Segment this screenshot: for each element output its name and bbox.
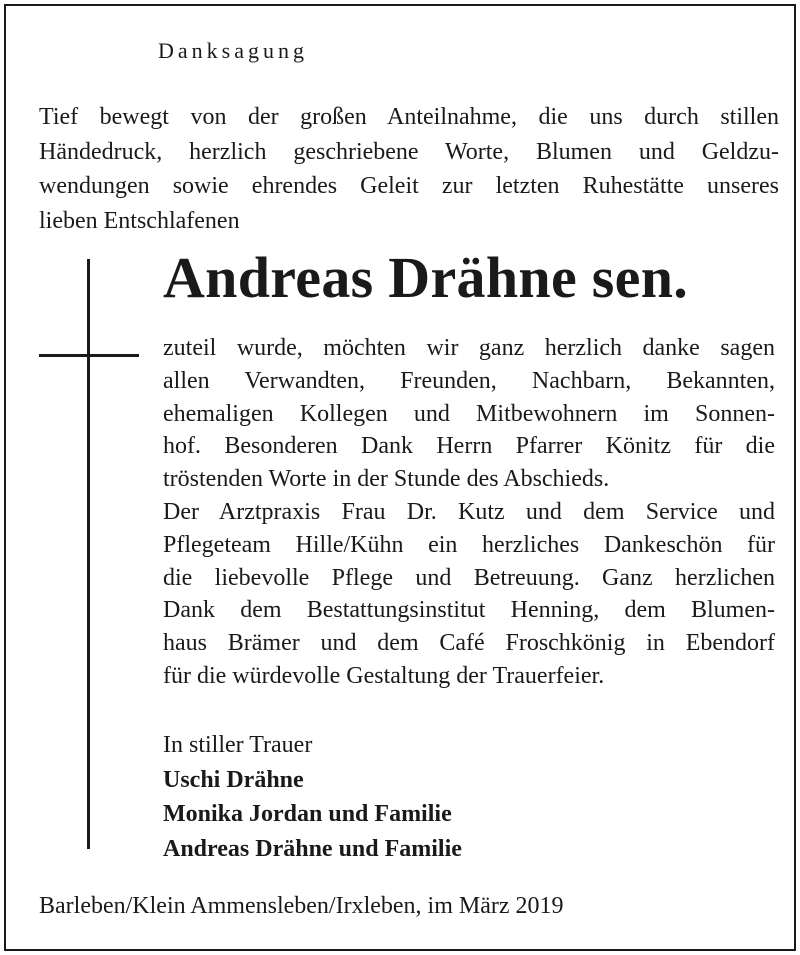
body-line: für die würdevolle Gestaltung der Trauerfeier. <box>163 662 605 689</box>
intro-line: Tief bewegt von der großen Anteilnahme, die uns durch stillen <box>39 104 779 130</box>
mourners-block <box>163 728 462 866</box>
cross-icon <box>87 259 90 849</box>
notice-frame <box>4 4 796 951</box>
place-date: Barleben/Klein Ammensleben/Irxleben, im März 2019 <box>39 893 564 919</box>
intro-line: lieben Entschlafenen <box>39 207 240 234</box>
body-line: hof. Besonderen Dank Herrn Pfarrer Könitz für die <box>163 433 775 460</box>
body-line: zuteil wurde, möchten wir ganz herzlich danke sagen <box>163 335 775 361</box>
intro-paragraph <box>39 100 779 238</box>
mourner-name: Andreas Drähne und Familie <box>163 835 462 862</box>
intro-line: Händedruck, herzlich geschriebene Worte, Blumen und Geldzu- <box>39 138 779 165</box>
body-line: allen Verwandten, Freunden, Nachbarn, Bekannten, <box>163 367 775 394</box>
body-line: Pflegeteam Hille/Kühn ein herzliches Dankeschön für <box>163 531 775 558</box>
mourner-name: Monika Jordan und Familie <box>163 801 452 827</box>
thanks-paragraph <box>163 332 775 693</box>
deceased-name: Andreas Drähne sen. <box>163 245 689 310</box>
body-line: die liebevolle Pflege und Betreuung. Ganz herzlichen <box>163 564 775 591</box>
body-line: tröstenden Worte in der Stunde des Abschieds. <box>163 466 610 493</box>
body-line: Der Arztpraxis Frau Dr. Kutz und dem Service und <box>163 498 775 525</box>
cross-icon-crossbar <box>39 354 139 357</box>
body-line: Dank dem Bestattungsinstitut Henning, dem Blumen- <box>163 597 775 624</box>
body-line: ehemaligen Kollegen und Mitbewohnern im Sonnen- <box>163 400 775 427</box>
mourners-intro: In stiller Trauer <box>163 732 313 758</box>
notice-heading: Danksagung <box>158 38 308 63</box>
mourner-name: Uschi Drähne <box>163 766 304 793</box>
body-line: haus Brämer und dem Café Froschkönig in Ebendorf <box>163 630 775 657</box>
intro-line: wendungen sowie ehrendes Geleit zur letzten Ruhestätte unseres <box>39 173 779 199</box>
